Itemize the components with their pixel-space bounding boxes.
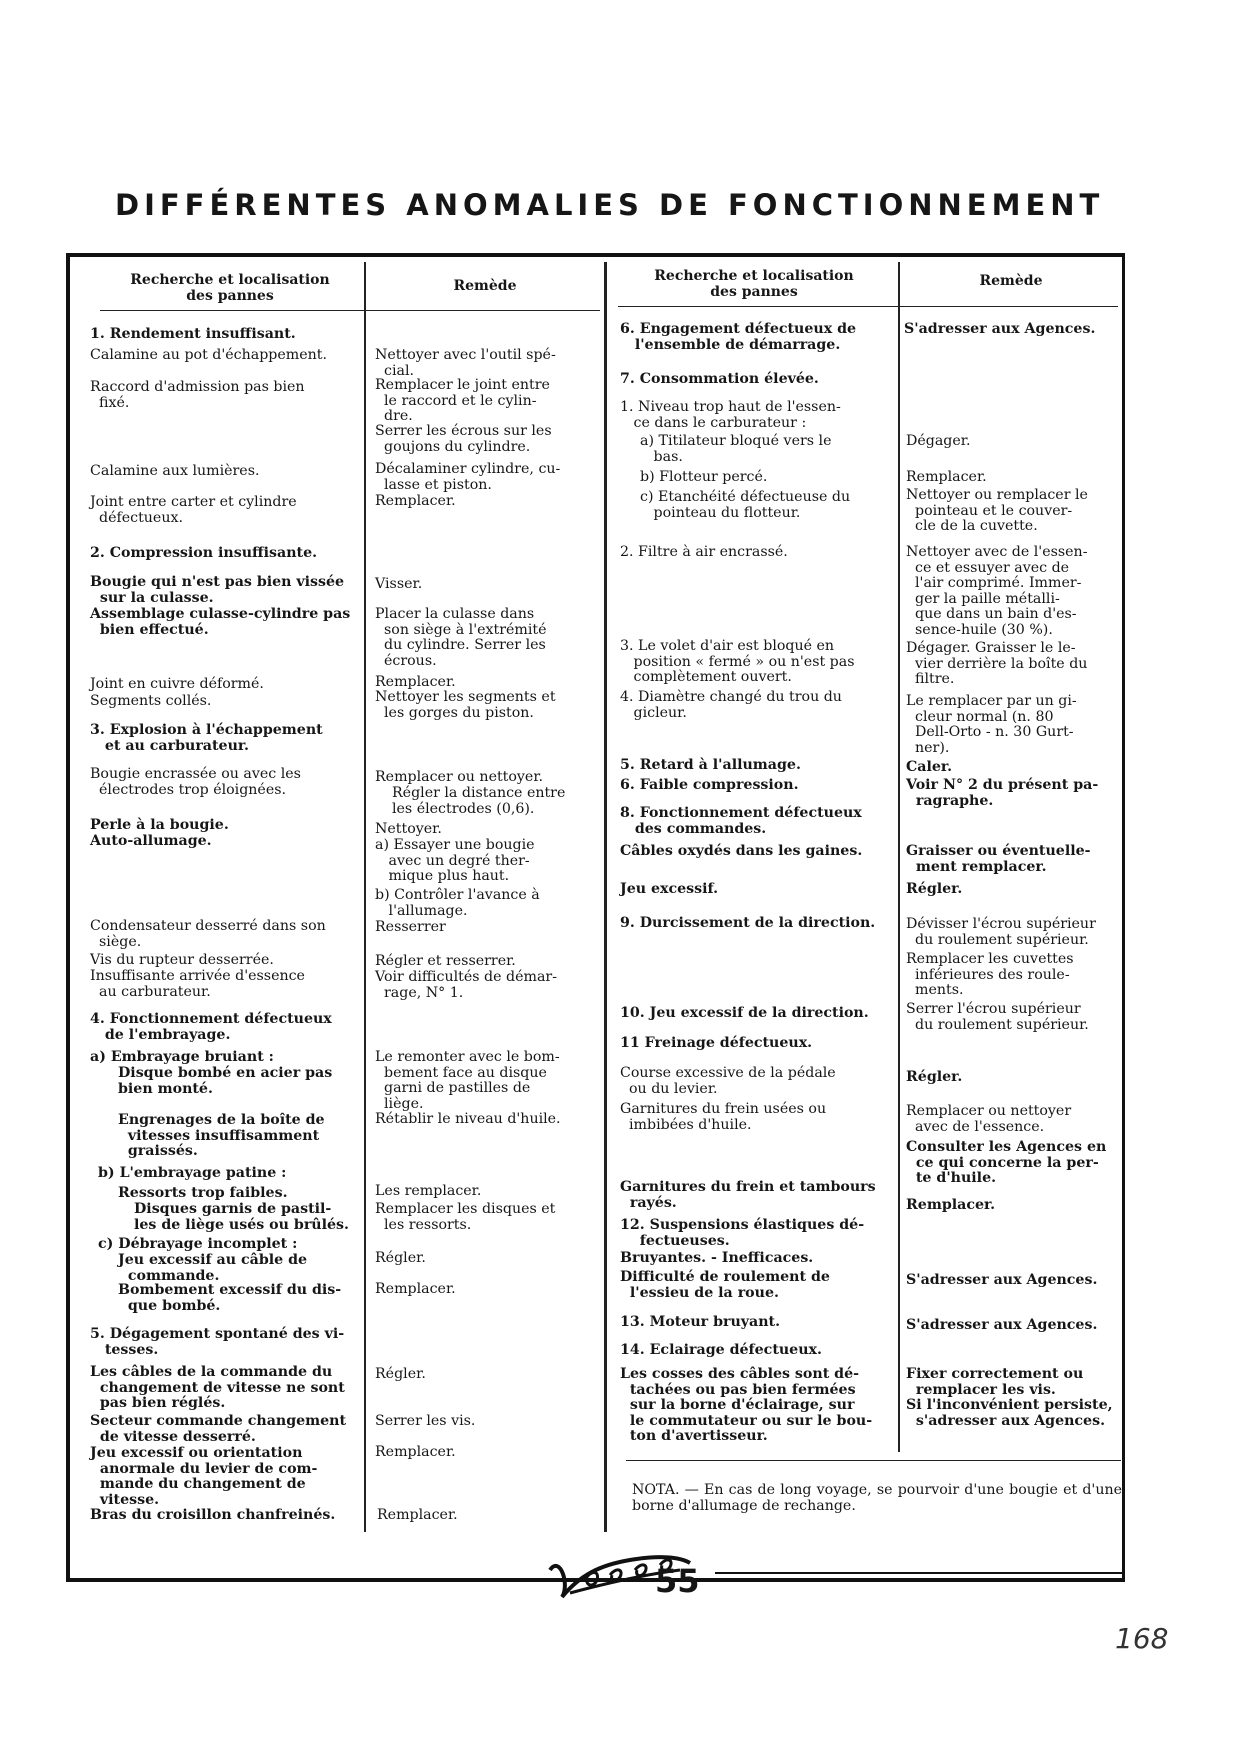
- entry-leftRem-17: Le remonter avec le bom- bement face au disque garni de pastilles de liège.: [375, 1049, 560, 1112]
- entry-rightRem-8: Voir N° 2 du présent pa- ragraphe.: [906, 777, 1099, 809]
- entry-left-28: Les câbles de la commande du changement de vitesse ne sont pas bien réglés.: [90, 1364, 345, 1411]
- entry-rightRem-14: Régler.: [906, 1069, 963, 1085]
- entry-left-4: Joint entre carter et cylindre défectueux.: [90, 494, 297, 526]
- nota-rule: [626, 1460, 1121, 1461]
- entry-leftRem-12: a) Essayer une bougie avec un degré ther- mique plus haut.: [375, 837, 535, 884]
- entry-rightRem-0: S'adresser aux Agences.: [904, 321, 1096, 337]
- entry-leftRem-9: Remplacer ou nettoyer.: [375, 769, 544, 785]
- entry-left-13: Auto-allumage.: [90, 833, 212, 849]
- entry-right-15: 10. Jeu excessif de la direction.: [620, 1005, 869, 1021]
- entry-left-25: Jeu excessif au câble de commande.: [118, 1252, 308, 1284]
- entry-leftRem-0: Nettoyer avec l'outil spé- cial.: [375, 347, 556, 379]
- entry-left-7: Assemblage culasse-cylindre pas bien effectué.: [90, 606, 351, 638]
- entry-right-24: 14. Eclairage défectueux.: [620, 1342, 822, 1358]
- entry-rightRem-15: Remplacer ou nettoyer avec de l'essence.: [906, 1103, 1072, 1135]
- entry-rightRem-6: Le remplacer par un gi- cleur normal (n. 80 Dell-Orto - n. 30 Gurt- ner).: [906, 693, 1077, 756]
- header-col3: Recherche et localisation des pannes: [654, 268, 854, 300]
- entry-rightRem-7: Caler.: [906, 759, 953, 775]
- entry-left-23: Disques garnis de pastil- les de liège usés ou brûlés.: [134, 1201, 349, 1233]
- entry-right-22: Difficulté de roulement de l'essieu de la roue.: [620, 1269, 830, 1301]
- entry-rightRem-19: S'adresser aux Agences.: [906, 1317, 1098, 1333]
- entry-rightRem-16: Consulter les Agences en ce qui concerne la per- te d'huile.: [906, 1139, 1107, 1186]
- entry-left-8: Joint en cuivre déformé.: [90, 676, 264, 692]
- entry-left-19: Disque bombé en acier pas bien monté.: [118, 1065, 333, 1097]
- entry-right-12: Câbles oxydés dans les gaines.: [620, 843, 863, 859]
- entry-left-16: Insuffisante arrivée d'essence au carburateur.: [90, 968, 305, 1000]
- entry-leftRem-8: Nettoyer les segments et les gorges du piston.: [375, 689, 556, 721]
- entry-rightRem-13: Serrer l'écrou supérieur du roulement supérieur.: [906, 1001, 1089, 1033]
- entry-right-20: 12. Suspensions élastiques dé- fectueuses.: [620, 1217, 865, 1249]
- entry-left-30: Jeu excessif ou orientation anormale du levier de com- mande du changement de vitesse.: [90, 1445, 318, 1508]
- entry-rightRem-10: Régler.: [906, 881, 963, 897]
- entry-left-18: a) Embrayage bruiant :: [90, 1049, 274, 1065]
- entry-left-26: Bombement excessif du dis- que bombé.: [118, 1282, 342, 1314]
- header-col4: Remède: [979, 273, 1043, 289]
- entry-left-9: Segments collés.: [90, 693, 212, 709]
- entry-right-14: 9. Durcissement de la direction.: [620, 915, 876, 931]
- col-divider-1: [364, 262, 366, 1532]
- entry-left-14: Condensateur desserré dans son siège.: [90, 918, 326, 950]
- entry-leftRem-25: Remplacer.: [375, 1444, 456, 1460]
- entry-leftRem-20: Remplacer les disques et les ressorts.: [375, 1201, 556, 1233]
- entry-leftRem-11: Nettoyer.: [375, 821, 442, 837]
- entry-right-5: c) Etanchéité défectueuse du pointeau du flotteur.: [640, 489, 851, 521]
- entry-rightRem-21: Si l'inconvénient persiste, s'adresser aux Agences.: [906, 1397, 1113, 1429]
- entry-rightRem-1: Dégager.: [906, 433, 971, 449]
- entry-leftRem-13: b) Contrôler l'avance à l'allumage.: [375, 887, 540, 919]
- entry-left-12: Perle à la bougie.: [90, 817, 229, 833]
- entry-right-10: 6. Faible compression.: [620, 777, 799, 793]
- header-rule-right: [618, 306, 1118, 307]
- entry-left-11: Bougie encrassée ou avec les électrodes trop éloignées.: [90, 766, 301, 798]
- col-divider-3: [898, 262, 900, 1452]
- entry-right-21: Bruyantes. - Inefficaces.: [620, 1250, 814, 1266]
- entry-leftRem-10: Régler la distance entre les électrodes (0,6).: [392, 785, 566, 817]
- entry-rightRem-17: Remplacer.: [906, 1197, 996, 1213]
- nota-text: NOTA. — En cas de long voyage, se pourvoir d'une bougie et d'une borne d'allumage de rechange.: [632, 1482, 1122, 1514]
- entry-left-22: Ressorts trop faibles.: [118, 1185, 288, 1201]
- entry-right-0: 6. Engagement défectueux de l'ensemble de démarrage.: [620, 321, 857, 353]
- handwritten-number: 168: [1115, 1622, 1169, 1655]
- entry-left-15: Vis du rupteur desserrée.: [90, 952, 274, 968]
- entry-left-20: Engrenages de la boîte de vitesses insuffisamment graissés.: [118, 1112, 325, 1159]
- entry-rightRem-4: Nettoyer avec de l'essen- ce et essuyer avec de l'air comprimé. Immer- ger la paille métalli- que dans un bain d'es- sence-huile (30 %).: [906, 544, 1088, 638]
- entry-rightRem-11: Dévisser l'écrou supérieur du roulement supérieur.: [906, 916, 1096, 948]
- entry-rightRem-12: Remplacer les cuvettes inférieures des roule- ments.: [906, 951, 1074, 998]
- entry-leftRem-24: Serrer les vis.: [375, 1413, 476, 1429]
- entry-right-18: Garnitures du frein usées ou imbibées d'huile.: [620, 1101, 827, 1133]
- entry-rightRem-18: S'adresser aux Agences.: [906, 1272, 1098, 1288]
- footer-rule-left: [72, 1580, 532, 1582]
- entry-left-17: 4. Fonctionnement défectueux de l'embrayage.: [90, 1011, 332, 1043]
- entry-leftRem-4: Remplacer.: [375, 493, 456, 509]
- entry-leftRem-2: Serrer les écrous sur les goujons du cylindre.: [375, 423, 552, 455]
- page-number: 55: [655, 1562, 700, 1600]
- entry-right-1: 7. Consommation élevée.: [620, 371, 819, 387]
- entry-leftRem-5: Visser.: [375, 576, 423, 592]
- entry-leftRem-21: Régler.: [375, 1250, 426, 1266]
- entry-right-25: Les cosses des câbles sont dé- tachées ou pas bien fermées sur la borne d'éclairage, sur le commutateur ou sur le bou- ton d'avertisseur.: [620, 1366, 873, 1444]
- entry-right-17: Course excessive de la pédale ou du levier.: [620, 1065, 836, 1097]
- entry-left-27: 5. Dégagement spontané des vi- tesses.: [90, 1326, 345, 1358]
- entry-left-21: b) L'embrayage patine :: [98, 1165, 287, 1181]
- entry-rightRem-5: Dégager. Graisser le le- vier derrière la boîte du filtre.: [906, 640, 1088, 687]
- entry-right-16: 11 Freinage défectueux.: [620, 1035, 813, 1051]
- entry-rightRem-9: Graisser ou éventuelle- ment remplacer.: [906, 843, 1091, 875]
- entry-right-11: 8. Fonctionnement défectueux des commandes.: [620, 805, 862, 837]
- entry-leftRem-16: Voir difficultés de démar- rage, N° 1.: [375, 969, 558, 1001]
- entry-leftRem-3: Décalaminer cylindre, cu- lasse et piston.: [375, 461, 561, 493]
- entry-rightRem-2: Remplacer.: [906, 469, 987, 485]
- entry-leftRem-15: Régler et resserrer.: [375, 953, 516, 969]
- entry-leftRem-1: Remplacer le joint entre le raccord et le cylin- dre.: [375, 377, 550, 424]
- entry-leftRem-6: Placer la culasse dans son siège à l'extrémité du cylindre. Serrer les écrous.: [375, 606, 547, 669]
- entry-right-2: 1. Niveau trop haut de l'essen- ce dans le carburateur :: [620, 399, 841, 431]
- entry-leftRem-7: Remplacer.: [375, 674, 456, 690]
- header-col2: Remède: [453, 278, 517, 294]
- entry-right-8: 4. Diamètre changé du trou du gicleur.: [620, 689, 842, 721]
- entry-left-31: Bras du croisillon chanfreinés.: [90, 1507, 336, 1523]
- entry-rightRem-20: Fixer correctement ou remplacer les vis.: [906, 1366, 1084, 1398]
- entry-leftRem-26: Remplacer.: [377, 1507, 458, 1523]
- entry-right-4: b) Flotteur percé.: [640, 469, 768, 485]
- header-col1: Recherche et localisation des pannes: [130, 272, 330, 304]
- footer-rule-right: [715, 1572, 1125, 1574]
- entry-right-9: 5. Retard à l'allumage.: [620, 757, 801, 773]
- entry-right-3: a) Titilateur bloqué vers le bas.: [640, 433, 832, 465]
- entry-left-0: 1. Rendement insuffisant.: [90, 326, 296, 342]
- entry-right-13: Jeu excessif.: [620, 881, 719, 897]
- header-rule-left: [100, 310, 600, 311]
- entry-left-24: c) Débrayage incomplet :: [98, 1236, 298, 1252]
- entry-left-10: 3. Explosion à l'échappement et au carburateur.: [90, 722, 323, 754]
- entry-right-6: 2. Filtre à air encrassé.: [620, 544, 788, 560]
- entry-leftRem-23: Régler.: [375, 1366, 426, 1382]
- entry-left-3: Calamine aux lumières.: [90, 463, 260, 479]
- entry-left-29: Secteur commande changement de vitesse desserré.: [90, 1413, 347, 1445]
- entry-left-5: 2. Compression insuffisante.: [90, 545, 318, 561]
- entry-right-19: Garnitures du frein et tambours rayés.: [620, 1179, 876, 1211]
- entry-leftRem-22: Remplacer.: [375, 1281, 456, 1297]
- entry-left-6: Bougie qui n'est pas bien vissée sur la culasse.: [90, 574, 345, 606]
- entry-left-2: Raccord d'admission pas bien fixé.: [90, 379, 305, 411]
- entry-right-7: 3. Le volet d'air est bloqué en position « fermé » ou n'est pas complètement ouvert.: [620, 638, 855, 685]
- entry-rightRem-3: Nettoyer ou remplacer le pointeau et le couver- cle de la cuvette.: [906, 487, 1088, 534]
- entry-right-23: 13. Moteur bruyant.: [620, 1314, 781, 1330]
- col-divider-2: [604, 262, 607, 1532]
- entry-leftRem-14: Resserrer: [375, 919, 446, 935]
- entry-leftRem-19: Les remplacer.: [375, 1183, 482, 1199]
- entry-leftRem-18: Rétablir le niveau d'huile.: [375, 1111, 561, 1127]
- page-title: DIFFÉRENTES ANOMALIES DE FONCTIONNEMENT: [115, 188, 1105, 222]
- entry-left-1: Calamine au pot d'échappement.: [90, 347, 327, 363]
